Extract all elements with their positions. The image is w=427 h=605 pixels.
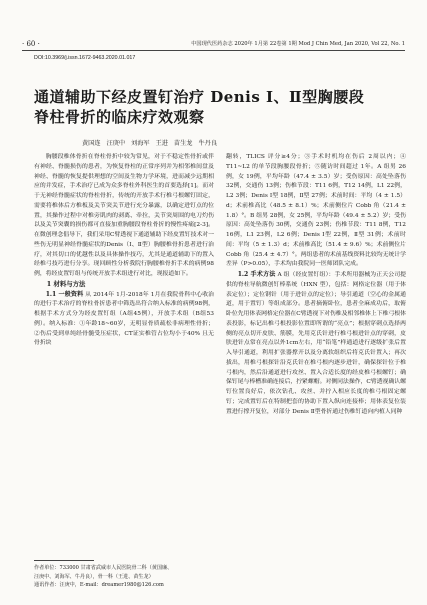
running-head: 中国现代医药杂志 2020年 1月第 22卷第 1期 Mod J Chin Med, Jan 2020, Vol 22, No. 1 <box>191 41 405 47</box>
intro-paragraph: 胸腰段椎体骨折在脊柱骨折中较为常见，对于不稳定性骨折或伴有神经、脊髓损伤的患者，为恢复脊柱的正常序列并为相邻椎间盘及神经、脊髓的恢复提供理想的空间及生物力学环境，进而减少远期相应的并发症，手术治疗已成为众多脊柱外科医生的首要选择[1]。而对于无神经脊髓症状的脊柱骨折，传统的开放手术行椎弓根螺钉固定，需要将椎体后方椎板及关节突关节进行充分暴露，以确定进钉点的位置，其操作过程中对椎旁肌肉的剥离、牵拉，关节突周围的电刀灼伤以及关节突囊的损伤都可直接加重胸腰段脊柱骨折的慢性疼痛[2-3]。在微创理念倡导下，我们采用C臂透视下通道辅助下经皮置钉技术对一些伤无明显神经脊髓症状的Denis（Ⅰ、Ⅱ型）胸腰椎骨折患者进行治疗，对其切口的优越性以及具体操作技巧，尤其是通道辅助下的置入经椎弓技巧进行分享。现回顾性分析我院行胸腰椎骨折手术的病例98例，将经皮置钉组与传统开放手术组进行对比，现报道如下。 <box>34 154 214 277</box>
baseline-paragraph: 翻转，TLICS 评分≥4分；③手术时机均在伤后 2周以内；④ T11~L2 的单节段胸腰段骨折；⑤随访时间超过 1年。A 组男 26例，女 19例，平均年龄（47.4 ± 3.5）岁；受伤原因：高处坠落伤 32例，交通伤 13例；伤椎节段：T11 6例，T12 14例，L1 22例，L2 3例；Denis Ⅰ型 18例，Ⅱ型 27例；术前时间：平均（4 ± 1.5）d；术前椎高比（48.5 ± 8.1）%；术前侧位片 Cobb 角（21.4 ± 1.8）°。B 组男 28例，女 25例，平均年龄（49.4 ± 5.2）岁；受伤原因：高处坠落伤 30例，交通伤 23例；伤椎节段：T11 8例，T12 16例，L1 23例，L2 6例；Denis Ⅰ型 22例，Ⅱ型 31例；术前时间：平均（5 ± 1.3）d；术前椎高比（51.4 ± 9.6）%；术前侧位片 Cobb 角（25.4 ± 4.7）°。两组患者的术前基线资料比较均无统计学差异（P>0.05），手术均由我院同一医师团队完成。 <box>226 154 406 268</box>
footnote-line: 通讯作者：汪庚中，E-mail：dreamer1980@126.com <box>34 582 164 588</box>
article-title <box>34 87 374 127</box>
footnote-line: 汪庚中、刘海军、牛丹良），骨一科（王进、苗生龙） <box>34 573 154 580</box>
footnote-line: 作者单位：733000 甘肃省武威市人民医院骨二科（黄国廉、 <box>34 565 173 571</box>
subsection-heading: 1.1 一般资料 <box>45 290 84 298</box>
author-list: 黄国连 汪庚中 刘海军 王进 苗生龙 牛丹良 <box>82 140 218 147</box>
left-column <box>34 153 214 349</box>
subsection-heading: 1.2 手术方法 <box>237 271 276 278</box>
section-heading: 1 材料与方法 <box>46 279 86 288</box>
surgery-method-paragraph <box>226 270 406 417</box>
footnote <box>34 564 216 590</box>
subsection-text: 从 2014年 1月-2018年 1月在我院骨科中心收治的进行手术治疗的脊柱骨折患者中筛选出符合纳入标准的病例98例，根据手术方式分为经皮置钉组（A组45例），开放手术组（B组53例）。纳入标准：①年龄18~60岁，无明显骨质疏松非病理性骨折；②伤后受到单纯经骨髓受压症状，CT证实椎管占位均小于40% 且无骨折块 <box>34 291 214 347</box>
title-line-2: 脊柱骨折的临床疗效观察 <box>34 108 205 126</box>
right-column <box>226 153 406 417</box>
doi: DOI:10.3969/j.issn.1672-9463.2020.01.017 <box>34 55 136 61</box>
page-number: · 60 · <box>22 40 40 48</box>
subsection-text: A 组（经皮置钉组）：手术所用器械为正天公司提供的脊柱导航微创钉棒系统（HXN 型），包括：网格定位器（用于体表定位）；定位钢针（用于进针点的定位）；导引通道（空心的金属通道，用于置钉）等组成部分。患者摘俯卧位，患者全麻成功后，取俯卧位先用体表网格定位器在C臂透视下对伤椎及相邻椎体上下椎弓根体表投影，标记出椎弓根投影位置即所谓的“亮点”；根据穿刺点选择两侧的亮点切开皮肤、筋膜，先用克氏针进行椎弓根进针点的穿刺，皮肤进针点常在亮点以外1cm左右，用“铅笔”样通道进行逐级扩张后置入导引通道，利用扩张器撑开以及分离软组织后将克氏针置入；再次拔出，用椎弓根探针沿克氏针在椎弓根内逐步进针，确保探针位于椎弓根内，然后沿通道进行攻丝、置入合适长度的经皮椎弓根螺钉；确保钉尾与棒槽准确连接后，拧紧螺帽。对侧同法操作，C臂透视确认螺钉位置良好后，依次钻孔、攻丝、并拧入相应长度的椎弓根固定螺钉；完成置钉后在特制把套的协助下置入纵向连接棒；用体表复位装置进行撑开复位，对部分 Denis Ⅱ型骨折通过伤椎钉道向内植人同种 <box>226 272 407 415</box>
general-data-paragraph <box>34 290 214 350</box>
footnote-rule <box>34 560 94 561</box>
title-line-1: 通道辅助下经皮置钉治疗 Denis Ⅰ、Ⅱ型胸腰段 <box>34 88 365 106</box>
header-rule <box>22 50 405 51</box>
